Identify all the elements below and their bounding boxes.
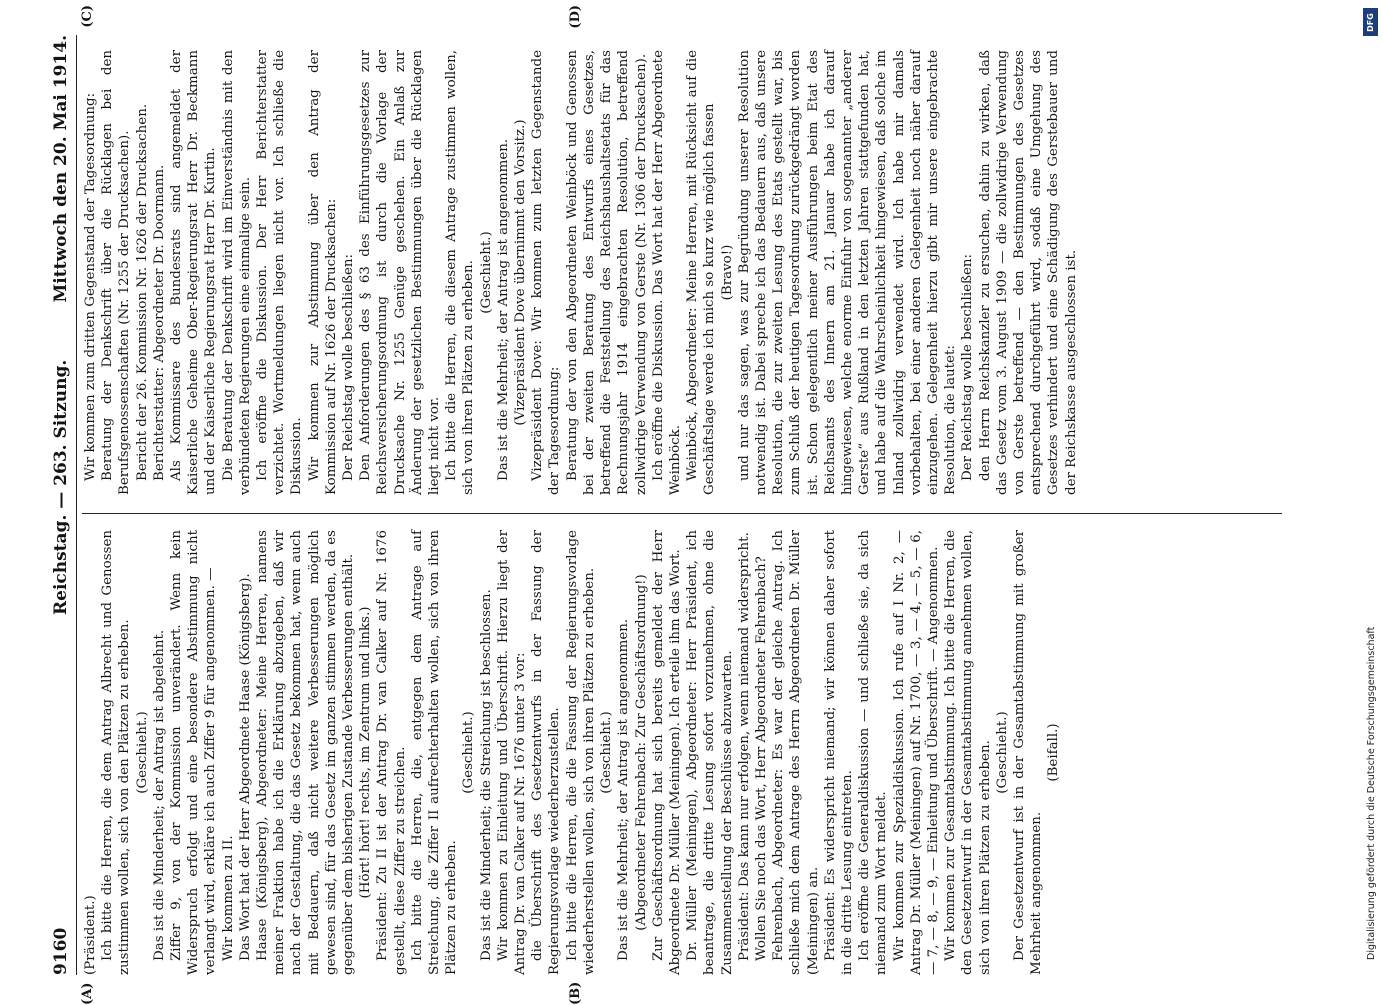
paragraph: Ich eröffne die Diskussion. Der Herr Berichterstatter verzichtet. Wortmeldungen liegen nicht vor. Ich schließe die Diskussion.	[255, 50, 305, 495]
session-date: Mittwoch den 20. Mai 1914.	[51, 35, 71, 303]
paragraph: Das ist die Minderheit; der Antrag ist abgelehnt.	[151, 629, 167, 961]
paragraph: (Geschieht.)	[134, 711, 150, 794]
paragraph: Haase (Königsberg), Abgeordneter: Meine Herren, namens meiner Fraktion habe ich die Erklärung abzugeben, daß wir nach der Gestaltung, die das Gesetz bekommen hat, wenn auch mit Bedauern, daß nicht weitere Verbesserungen möglich gewesen sind, für das Gesetz im ganzen stimmen werden, da es gegenüber dem bisherigen Zustande Verbesserungen enthält.	[255, 530, 357, 975]
paragraph: (Bravo!)	[719, 244, 735, 301]
paragraph: Ziffer 9, von der Kommission unverändert. Wenn kein Widerspruch erfolgt und eine besondere Abstimmung nicht verlangt wird, erkläre ich auch Ziffer 9 für angenommen. —	[169, 530, 219, 975]
paragraph: (Geschieht.)	[461, 711, 477, 794]
paragraph: (Abgeordneter Fehrenbach: Zur Geschäftsordnung!)	[633, 574, 649, 931]
paragraph: Den Anforderungen des § 63 des Einführungsgesetzes zur Reichsversicherungsordnung ist durch die Vorlage der Drucksache Nr. 1255 Genüge geschehen. Ein Anlaß zur Änderung der gesetzlichen Bestimmungen über die Rücklagen liegt nicht vor.	[358, 50, 443, 495]
paragraph: Wir kommen zu II.	[220, 835, 236, 961]
paragraph: (Beifall.)	[1046, 723, 1062, 782]
paragraph: Der Gesetzentwurf ist in der Gesamtabstimmung mit großer Mehrheit angenommen.	[1011, 530, 1045, 975]
paragraph: Als Kommissare des Bundesrats sind angemeldet der Kaiserliche Geheime Ober-Regierungsrat Herr Dr. Beckmann und der Kaiserliche Regierungsrat Herr Dr. Kurtin.	[169, 50, 219, 495]
paragraph: Das ist die Minderheit; die Streichung ist beschlossen.	[478, 589, 494, 961]
digitization-credit: Digitalisierung gefördert durch die Deutsche Forschungsgemeinschaft	[1366, 626, 1377, 960]
paragraph: Wir kommen zur Spezialdiskussion. Ich rufe auf I Nr. 2, — Antrag Dr. Müller (Meiningen) auf Nr. 1700, — 3, — 4, — 5, — 6, — 7, — 8, — 9, — Einleitung und Überschrift. — Angenommen.	[891, 530, 941, 975]
paragraph: Fehrenbach, Abgeordneter: Es war der gleiche Antrag. Ich schließe mich dem Antrage des Herrn Abgeordneten Dr. Müller (Meiningen) an.	[771, 530, 821, 975]
running-header	[48, 35, 74, 975]
dfg-logo	[1363, 8, 1378, 36]
paragraph: (Geschieht.)	[599, 711, 615, 794]
paragraph: Das Wort hat der Herr Abgeordnete Haase (Königsberg).	[237, 573, 253, 961]
paragraph: und nur das sagen, was zur Begründung unserer Resolution notwendig ist. Dabei spreche ich das Bedauern aus, daß unsere Resolution, die zur zweiten Lesung des Etats gestellt war, bis zum Schluß der heutigen Tagesordnung zurückgedrängt worden ist. Schon gelegentlich meiner Ausführungen beim Etat des Reichsamts des Innern am 21. Januar habe ich darauf hingewiesen, welche enorme Einfuhr von sogenannter „anderer Gerste“ aus Rußland in den letzten Jahren stattgefunden hat, und habe auf die Wahrscheinlichkeit hingewiesen, daß solche im Inland zollwidrig verwendet wird. Ich habe mir damals vorbehalten, bei einer anderen Gelegenheit noch näher darauf einzugehen. Gelegenheit hierzu gibt mir unsere eingebrachte Resolution, die lautet:	[736, 50, 959, 495]
paragraph: Präsident: Es widerspricht niemand; wir können daher sofort in die dritte Lesung eintreten.	[822, 530, 855, 975]
paragraph: (Präsident.)	[83, 895, 98, 975]
dfg-logo-text: DFG	[1366, 12, 1376, 32]
paragraph: (Geschieht.)	[478, 231, 494, 314]
paragraph: Ich bitte die Herren, die diesem Antrage zustimmen wollen, sich von ihren Plätzen zu erheben.	[444, 50, 477, 495]
margin-marker-b: (B)	[568, 981, 583, 1005]
paragraph: Präsident: Zu II ist der Antrag Dr. van Calker auf Nr. 1676 gestellt, diese Ziffer zu streichen.	[375, 530, 408, 975]
column-divider	[82, 513, 1282, 514]
paragraph: Beratung der von den Abgeordneten Weinböck und Genossen bei der zweiten Beratung des Entwurfs eines Gesetzes, betreffend die Feststellung des Reichshaushaltsetats für das Rechnungsjahr 1914 eingebrachten Resolution, betreffend zollwidrige Verwendung von Gerste (Nr. 1306 der Drucksachen).	[564, 50, 649, 495]
paragraph: Das ist die Mehrheit; der Antrag ist angenommen.	[616, 618, 632, 961]
paragraph: (Hört! hört! rechts, im Zentrum und links.)	[358, 606, 374, 899]
paragraph: Ich bitte die Herren, die die Fassung der Regierungsvorlage wiederherstellen wollen, sich von ihren Plätzen zu erheben.	[564, 530, 597, 975]
paragraph: Der Reichstag wolle beschließen:	[960, 253, 976, 481]
paragraph: Zur Geschäftsordnung hat sich bereits gemeldet der Herr Abgeordnete Dr. Müller (Meiningen). Ich erteile ihm das Wort.	[650, 530, 683, 975]
paragraph: Ich bitte die Herren, die dem Antrag Albrecht und Genossen zustimmen wollen, sich von den Plätzen zu erheben.	[100, 530, 133, 975]
paragraph: Ich eröffne die Diskussion. Das Wort hat der Herr Abgeordnete Weinböck.	[650, 50, 683, 495]
paragraph: den Herrn Reichskanzler zu ersuchen, dahin zu wirken, daß das Gesetz vom 3. August 1909 — die zollwidrige Verwendung von Gerste betreffend — den Bestimmungen des Gesetzes entsprechend durchgeführt wird, sodaß eine Umgehung des Gesetzes verhindert und eine Schädigung des Gerstebauer und der Reichskasse ausgeschlossen ist.	[977, 50, 1079, 495]
paragraph: Vizepräsident Dove: Wir kommen zum letzten Gegenstande der Tagesordnung:	[530, 50, 563, 495]
margin-marker-c: (C)	[80, 5, 95, 28]
paragraph: Bericht der 26. Kommission Nr. 1626 der Drucksachen.	[134, 103, 150, 481]
paragraph: Ich eröffne die Generaldiskussion — und schließe sie, da sich niemand zum Wort meldet.	[857, 530, 890, 975]
margin-marker-a: (A)	[80, 982, 95, 1005]
paragraph: Berichterstatter: Abgeordneter Dr. Doormann.	[151, 164, 167, 481]
paragraph: Das ist die Mehrheit; der Antrag ist angenommen.	[495, 138, 511, 481]
paragraph: Präsident: Das kann nur erfolgen, wenn niemand widerspricht.	[736, 532, 752, 961]
paragraph: Weinböck, Abgeordneter: Meine Herren, mit Rücksicht auf die Geschäftslage werde ich mich so kurz wie möglich fassen	[685, 50, 718, 495]
paragraph: Wir kommen zu Einleitung und Überschrift. Hierzu liegt der Antrag Dr. van Calker auf Nr. 1676 unter 3 vor:	[495, 530, 529, 975]
paragraph: (Geschieht.)	[994, 711, 1010, 794]
paragraph: Wir kommen zur Abstimmung über den Antrag der Kommission auf Nr. 1626 der Drucksachen:	[306, 50, 339, 495]
rotated-page-content	[48, 5, 1358, 1005]
paragraph: Wir kommen zum dritten Gegenstand der Tagesordnung:	[83, 92, 98, 481]
paragraph: Die Beratung der Denkschrift wird im Einverständnis mit den verbündeten Regierungen eine einmalige sein.	[220, 50, 253, 495]
paragraph: Wir kommen zur Gesamtabstimmung. Ich bitte die Herren, die den Gesetzentwurf in der Gesamtabstimmung annehmen wollen, sich von ihren Plätzen zu erheben.	[943, 530, 993, 975]
paragraph: Beratung der Denkschrift über die Rücklagen bei den Berufsgenossenschaften (Nr. 1255 der Drucksachen).	[100, 50, 133, 495]
paragraph: Dr. Müller (Meiningen), Abgeordneter: Herr Präsident, ich beantrage, die dritte Lesung sofort vorzunehmen, ohne die Zusammenstellung der Beschlüsse abzuwarten.	[685, 530, 735, 975]
paragraph: Ich bitte die Herren, die, entgegen dem Antrage auf Streichung, die Ziffer II aufrechterhalten wollen, sich von ihren Plätzen zu erheben.	[409, 530, 460, 975]
header-rule	[76, 35, 77, 975]
margin-marker-d: (D)	[568, 5, 583, 29]
paragraph: Der Reichstag wolle beschließen:	[341, 253, 357, 481]
left-text-column	[82, 530, 1063, 975]
right-text-column	[82, 50, 1080, 495]
paragraph: Wollen Sie noch das Wort, Herr Abgeordneter Fehrenbach?	[753, 556, 769, 961]
paragraph: die Überschrift des Gesetzentwurfs in der Fassung der Regierungsvorlage wiederherzustellen.	[530, 530, 563, 975]
paragraph: (Vizepräsident Dove übernimmt den Vorsitz.)	[513, 119, 529, 426]
session-title: Reichstag. — 263. Sitzung.	[51, 359, 71, 615]
page-number: 9160	[51, 927, 71, 975]
